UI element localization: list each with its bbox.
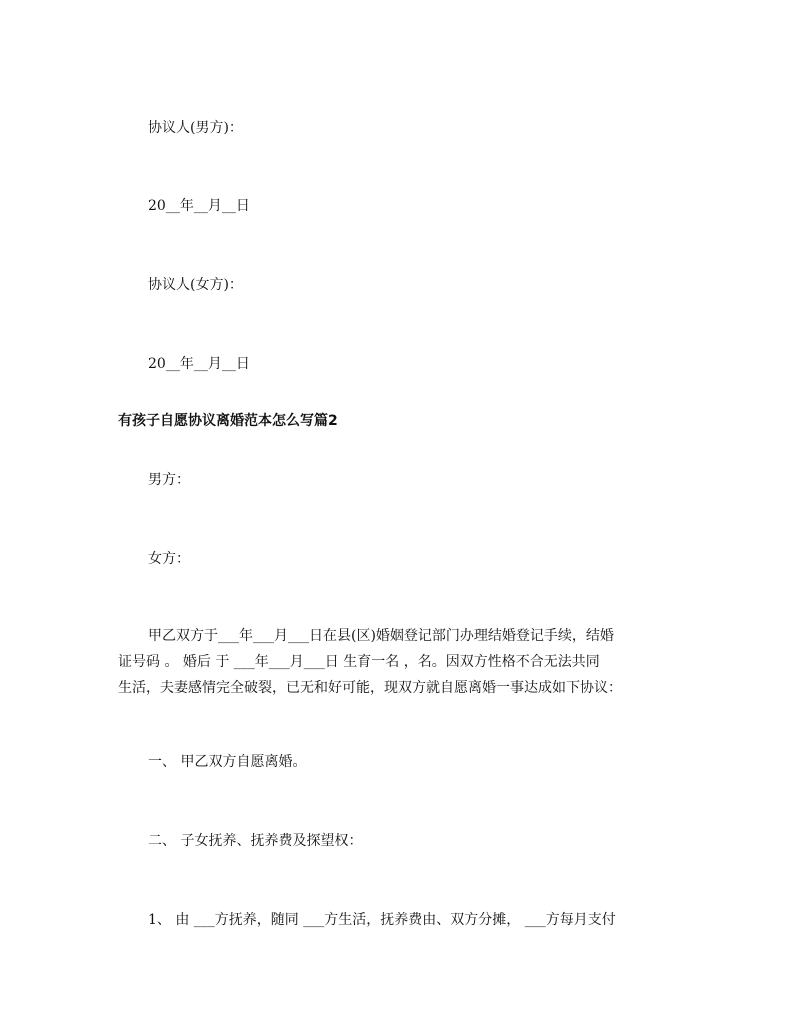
clause-2-item-1: 1、 由 ___方抚养，随同 ___方生活，抚养费由、双方分摊， ___方每月支付 xyxy=(148,912,616,928)
clause-2: 二、 子女抚养、抚养费及探望权： xyxy=(148,833,363,849)
section-heading: 有孩子自愿协议离婚范本怎么写篇2 xyxy=(118,413,338,429)
signatory-man-label: 协议人(男方)： xyxy=(148,120,243,136)
date-line-1: 20__年__月__日 xyxy=(148,198,250,214)
woman-label: 女方： xyxy=(148,551,190,567)
paragraph-line: 证号码 。 婚后 于 ___年___月___日 生育一名 ，名。因双方性格不合无法共同 xyxy=(118,654,600,670)
paragraph-line: 甲乙双方于___年___月___日在县(区)婚姻登记部门办理结婚登记手续，结婚 xyxy=(148,628,614,644)
paragraph-line: 生活，夫妻感情完全破裂，已无和好可能，现双方就自愿离婚一事达成如下协议： xyxy=(118,680,622,696)
clause-1: 一、 甲乙双方自愿离婚。 xyxy=(148,754,307,770)
man-label: 男方： xyxy=(148,472,190,488)
signatory-woman-label: 协议人(女方)： xyxy=(148,277,243,293)
agreement-paragraph xyxy=(118,623,688,701)
date-line-2: 20__年__月__日 xyxy=(148,356,250,372)
